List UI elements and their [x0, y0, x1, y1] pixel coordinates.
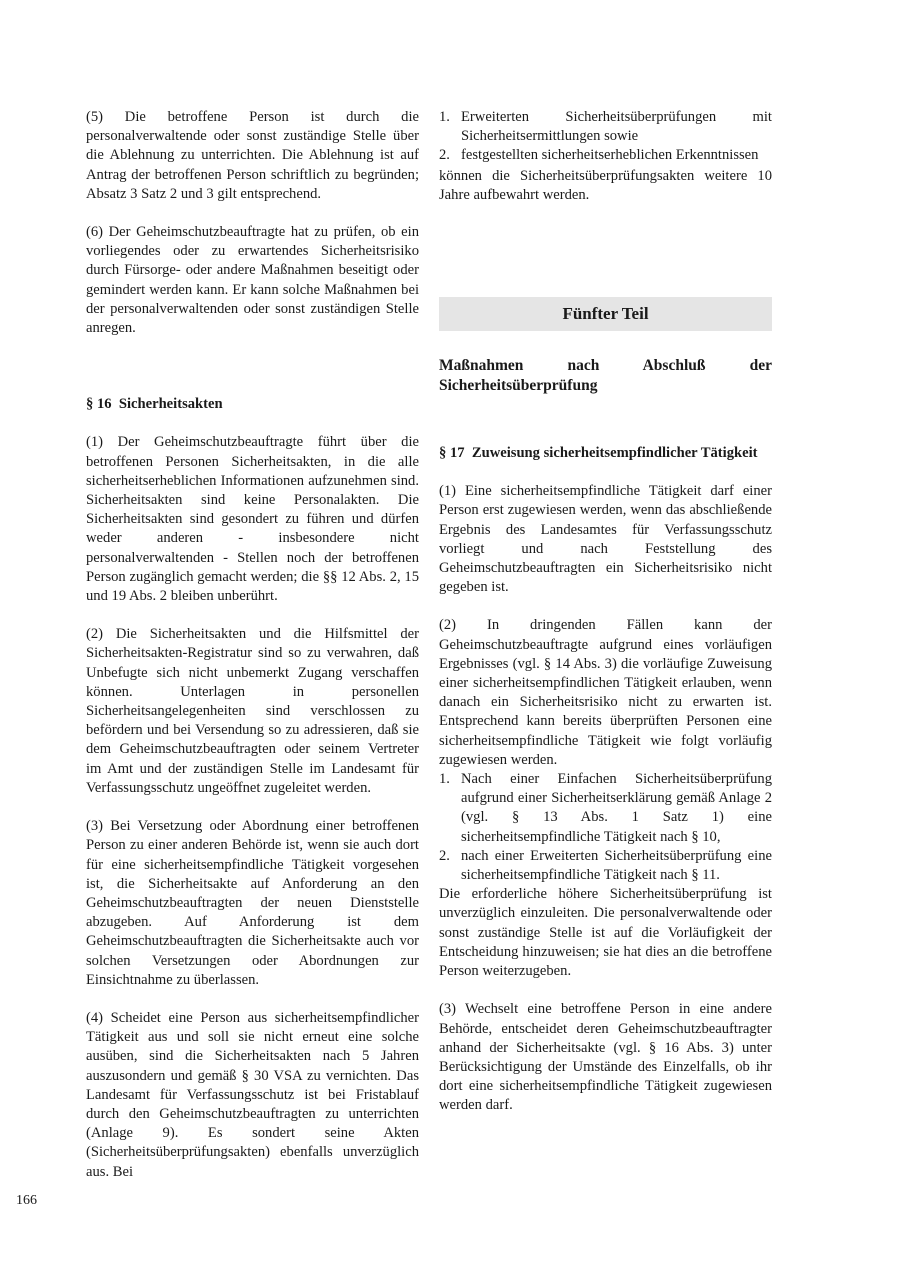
- part-heading-box: [439, 297, 772, 331]
- section-17-paragraph-1: (1) Eine sicherheitsempfindliche Tätigkeit darf einer Person erst zugewiesen werden, wenn das abschließende Ergebnis des Landesamtes für Verfassungsschutz vorliegt und nach Feststellung des Geheimschutzbeauftragten ein Sicherheitsrisiko nicht gegeben ist.: [439, 483, 772, 596]
- section-16-paragraph-3: (3) Bei Versetzung oder Abordnung einer betroffenen Person zu einer anderen Behörde ist, wenn sie auch dort für eine sicherheitsempfindliche Tätigkeit vorgesehen ist, die Sicherheitsakte auf Anforderung an den Geheimschutzbeauftragten der neuen Dienststelle abzugeben. Auf Anforderung ist dem Geheimschutzbeauftragten die Sicherheitsakte auch vor solchen Versetzungen oder Abordnungen zur Einsichtnahme zu überlassen.: [86, 818, 419, 988]
- section-17-paragraph-3: (3) Wechselt eine betroffene Person in eine andere Behörde, entscheidet deren Geheimschutzbeauftragter anhand der Sicherheitsakte (vgl. § 16 Abs. 3) unter Berücksichtigung der Umstände des Einzelfalls, ob ihr dort eine sicherheitsempfindliche Tätigkeit zugewiesen werden darf.: [439, 1001, 772, 1114]
- list-text: Erweiterten Sicherheitsüberprüfungen mit Sicherheitsermittlungen sowie: [461, 109, 772, 145]
- list-text: nach einer Erweiterten Sicherheitsüberprüfung eine sicherheitsempfindliche Tätigkeit nach § 11.: [461, 847, 772, 884]
- section-17-list: [439, 770, 772, 885]
- continued-text: können die Sicherheitsüberprüfungsakten weitere 10 Jahre aufbewahrt werden.: [439, 167, 772, 203]
- section-number: § 16: [86, 396, 112, 413]
- section-16-paragraph-4: (4) Scheidet eine Person aus sicherheitsempfindlicher Tätigkeit aus und soll sie nicht erneut eine solche ausüben, sind die Sicherheitsakten nach 5 Jahren auszusondern und gemäß § 30 VSA zu vernichten. Das Landesamt für Verfassungsschutz ist bei Fristablauf durch den Geheimschutzbeauftragten zu unterrichten (Anlage 9). Es sondert seine Akten (Sicherheitsüberprüfungsakten) ebenfalls unverzüglich aus. Bei: [86, 1009, 419, 1180]
- left-column: [86, 108, 419, 1182]
- list-item: [439, 108, 772, 146]
- section-17-paragraph-2-continued: Die erforderliche höhere Sicherheitsüberprüfung ist unverzüglich einzuleiten. Die personalverwaltende oder sonst zuständige Stelle ist auf die Vorläufigkeit der Entscheidung hinzuweisen; sie hat dies an die betroffene Person weiterzugeben.: [439, 886, 772, 980]
- part-label: Fünfter Teil: [562, 304, 649, 324]
- section-number: § 17: [439, 445, 465, 462]
- page-number: 166: [16, 1193, 37, 1208]
- section-16-paragraph-1: (1) Der Geheimschutzbeauftragte führt über die betroffenen Personen Sicherheitsakten, in die alle sicherheitserheblichen Informationen aufzunehmen sind. Sicherheitsakten sind keine Personalakten. Die Sicherheitsakten sind gesondert zu führen und dürfen weder anderen - insbesondere nicht personalverwaltenden - Stellen noch der betroffenen Person zugänglich gemacht werden; die §§ 12 Abs. 2, 15 und 19 Abs. 2 bleiben unberührt.: [86, 434, 419, 605]
- right-column: [439, 108, 772, 1116]
- section-16-heading: [86, 395, 419, 414]
- section-17-heading: [439, 444, 772, 463]
- list-text: Nach einer Einfachen Sicherheitsüberprüfung aufgrund einer Sicherheitserklärung gemäß Anlage 2 (vgl. § 13 Abs. 1 Satz 1) eine sicherheitsempfindliche Tätigkeit nach § 10,: [461, 771, 772, 845]
- list-number: 1.: [439, 109, 450, 125]
- list-text: festgestellten sicherheitserheblichen Erkenntnissen: [461, 147, 759, 164]
- list-number: 1.: [439, 771, 450, 788]
- section-17-paragraph-2: (2) In dringenden Fällen kann der Geheimschutzbeauftragte aufgrund eines vorläufigen Ergebnisses (vgl. § 14 Abs. 3) die vorläufige Zuweisung einer sicherheitsempfindlichen Tätigkeit erlauben, wenn danach ein Sicherheitsrisiko nicht zu erwarten ist. Entsprechend kann bereits überprüften Personen eine sicherheitsempfindliche Tätigkeit wie folgt vorläufig zugewiesen werden.: [439, 617, 772, 768]
- list-number: 2.: [439, 147, 450, 164]
- section-16-paragraph-2: (2) Die Sicherheitsakten und die Hilfsmittel der Sicherheitsakten-Registratur sind so zu verwahren, daß Unbefugte sich nicht unbemerkt Zugang verschaffen können. Unterlagen in personellen Sicherheitsangelegenheiten sind verschlossen zu befördern und bei Versendung so zu adressieren, daß sie dem Geheimschutzbeauftragten oder seinem Vertreter im Amt und der zuständigen Stelle im Landesamt für Verfassungsschutz ungeöffnet zugeleitet werden.: [86, 626, 419, 796]
- list-item: [439, 847, 772, 885]
- paragraph-5: (5) Die betroffene Person ist durch die personalverwaltende oder sonst zuständige Stelle über die Ablehnung zu unterrichten. Die Ablehnung ist auf Antrag der betroffenen Person schriftlich zu begründen; Absatz 3 Satz 2 und 3 gilt entsprechend.: [86, 109, 419, 202]
- list-item: [439, 146, 772, 165]
- list-item: [439, 770, 772, 847]
- list-number: 2.: [439, 847, 450, 864]
- continued-list: [439, 108, 772, 166]
- paragraph-6: (6) Der Geheimschutzbeauftragte hat zu prüfen, ob ein vorliegendes oder zu erwartendes Sicherheitsrisiko durch Fürsorge- oder andere Maßnahmen beseitigt oder gemindert werden kann. Er kann solche Maßnahmen bei der personalverwaltenden oder sonst zuständigen Stelle anregen.: [86, 224, 419, 337]
- section-title: Zuweisung sicherheitsempfindlicher Tätigkeit: [471, 445, 758, 462]
- section-title: Sicherheitsakten: [118, 396, 223, 413]
- part-title: Maßnahmen nach Abschluß der Sicherheitsüberprüfung: [439, 357, 772, 395]
